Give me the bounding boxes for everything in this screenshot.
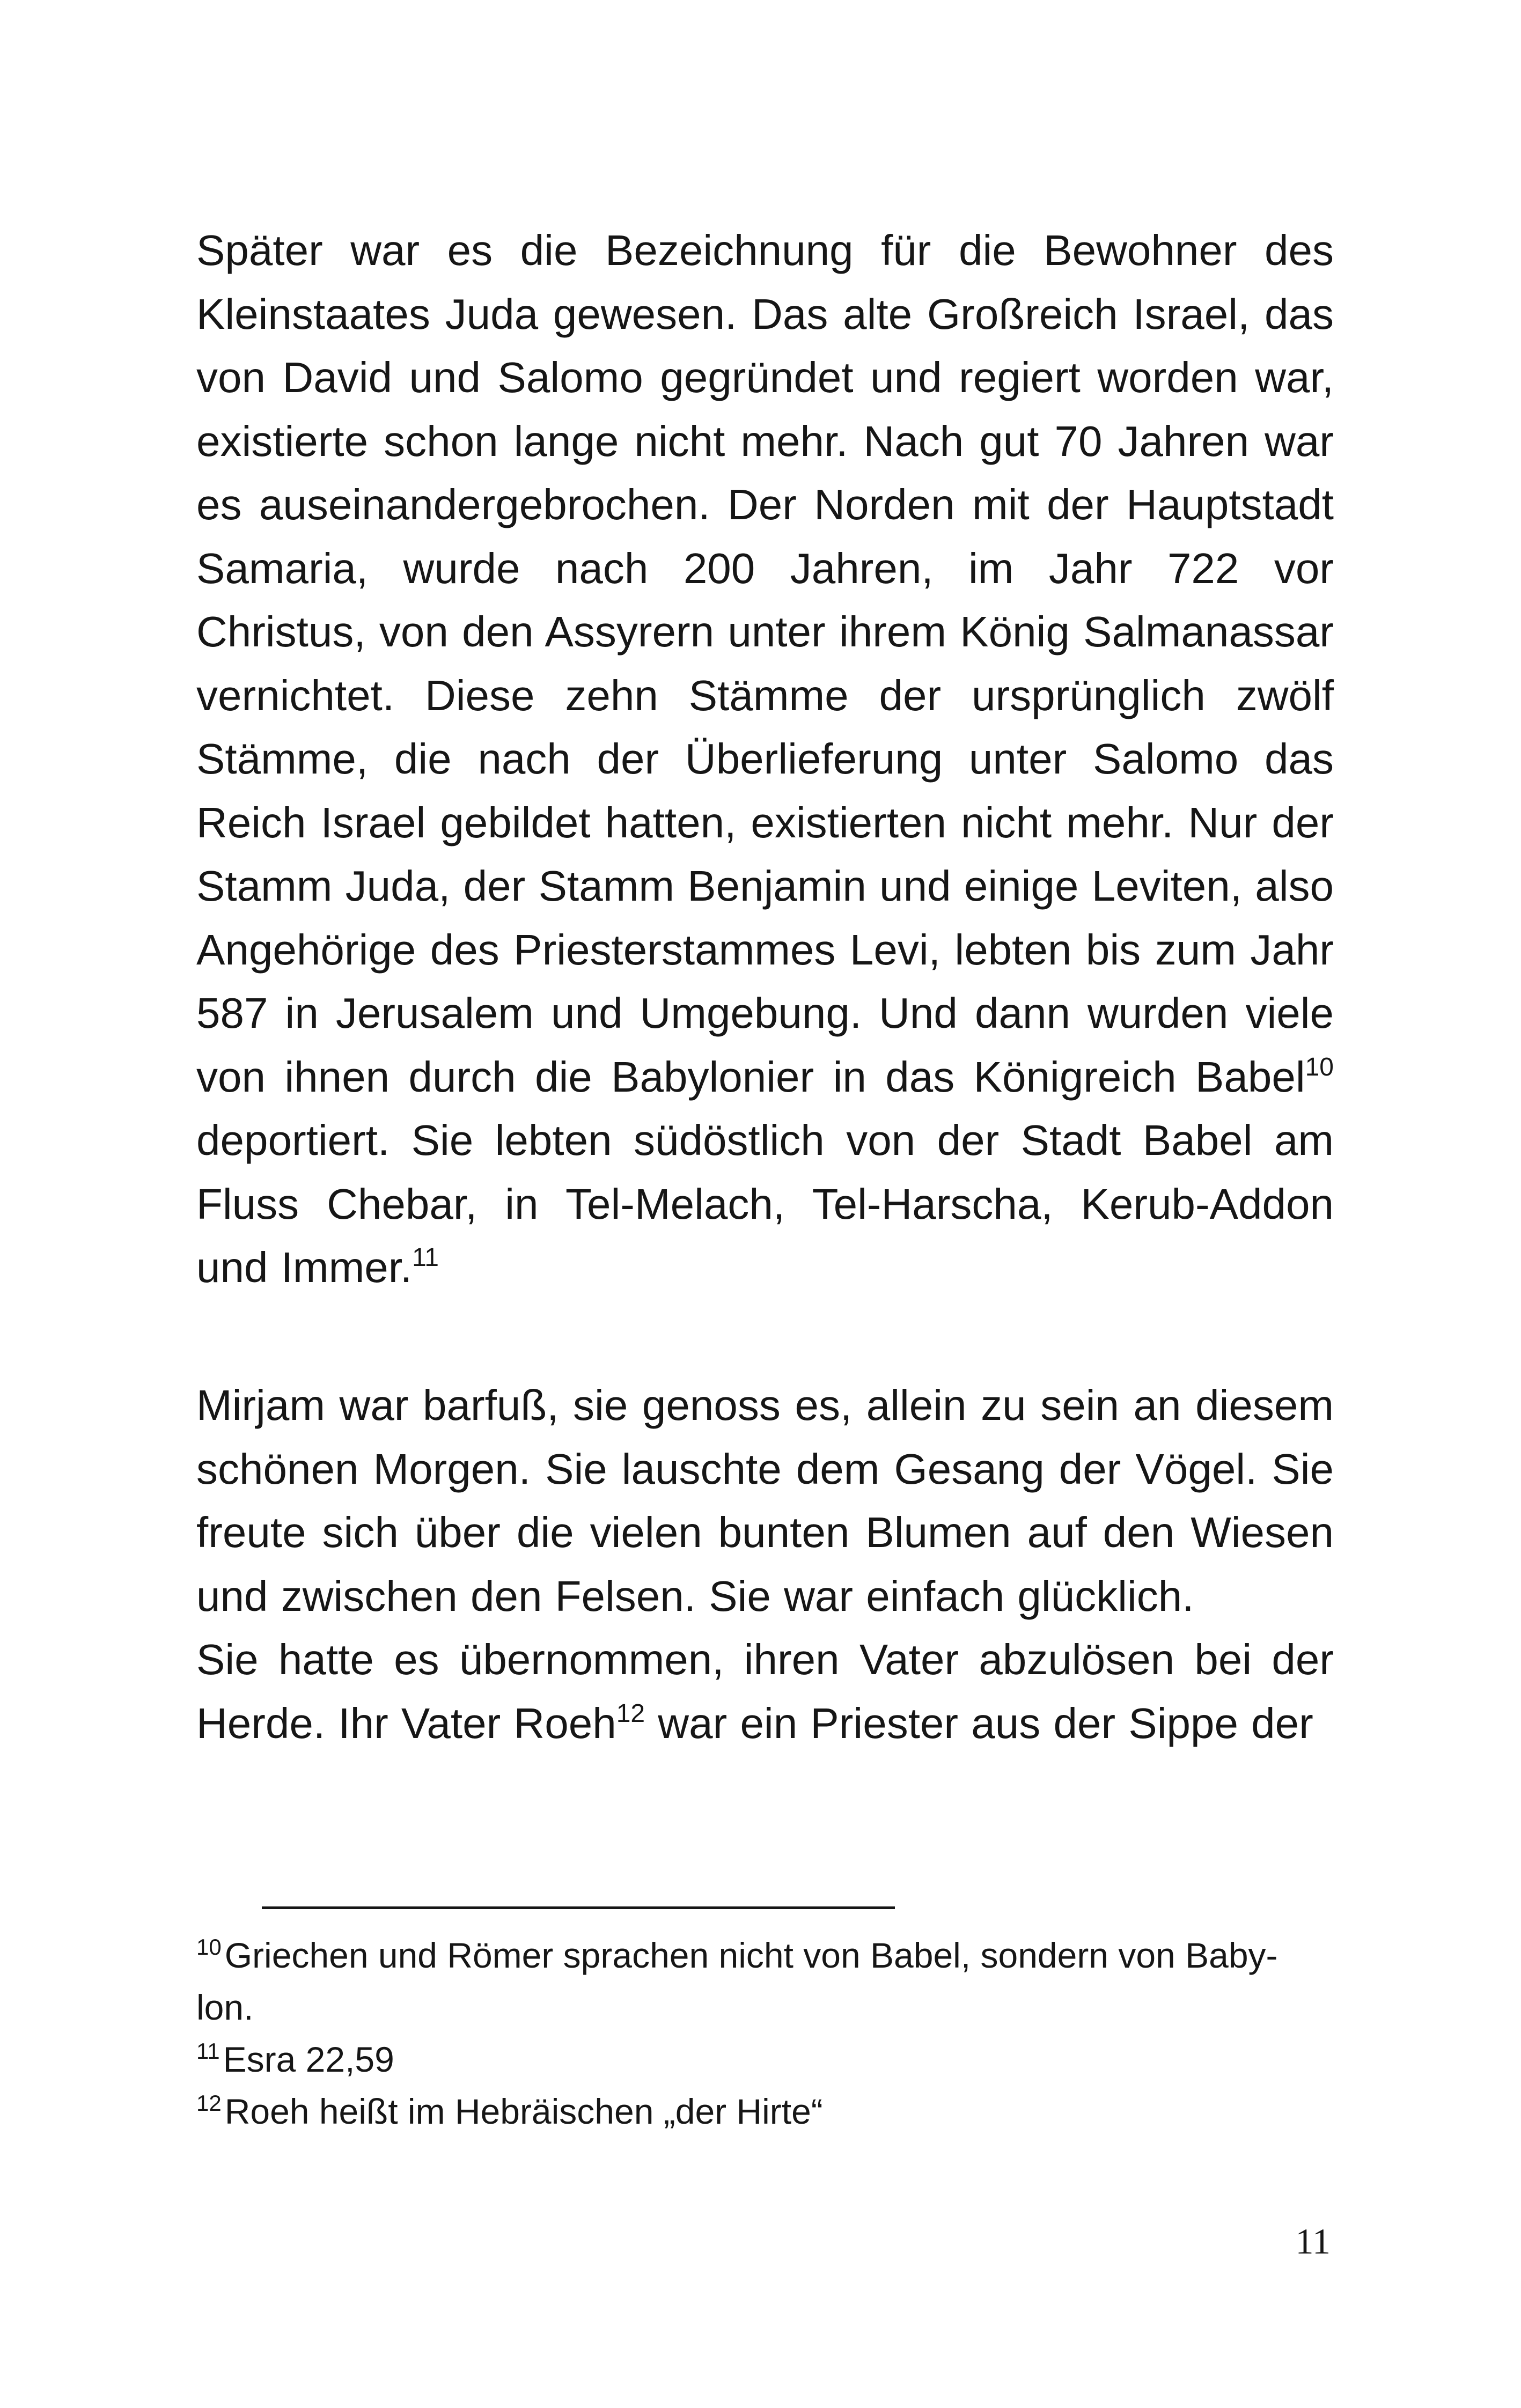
- paragraph-text: [196, 219, 1334, 1300]
- footnote-text: Roeh heißt im Hebräischen „der Hirte“: [224, 2092, 823, 2131]
- footnote-text: Griechen und Römer sprachen nicht von Babel, sondern von Babylon.: [196, 1935, 1278, 2027]
- footnote-10: [196, 1930, 1312, 2034]
- paragraph-2-text: Mirjam war barfuß, sie genoss es, allein zu sein an diesem schönen Morgen. Sie lauschte dem Gesang der Vögel. Sie freute sich über die vielen bunten Blumen auf den Wiesen und zwischen den Felsen. Sie war einfach glücklich.: [196, 1381, 1334, 1620]
- paragraph-1-text: Später war es die Bezeichnung für die Bewohner des Kleinstaates Juda gewesen. Das alte Großreich Israel, das von David und Salomo gegründet und regiert worden war, existierte schon lange nicht mehr. Nach gut 70 Jahren war es auseinandergebrochen. Der Norden mit der Hauptstadt Samaria, wurde nach 200 Jahren, im Jahr 722 vor Christus, von den Assyrern unter ihrem König Salmanassar vernichtet. Diese zehn Stämme der ursprünglich zwölf Stämme, die nach der Überlieferung unter Salomo das Reich Israel gebildet hatten, existierten nicht mehr. Nur der Stamm Juda, der Stamm Benjamin und einige Leviten, also Angehörige des Priesterstammes Levi, lebten bis zum Jahr 587 in Jerusalem und Umgebung. Und dann wurden viele von ihnen durch die Babylonier in das Königreich Babel: [196, 226, 1334, 1101]
- footnote-text: Esra 22,59: [223, 2039, 394, 2079]
- footnote-ref-12[interactable]: 12: [616, 1699, 645, 1728]
- body-paragraph-2: [196, 1374, 1334, 1755]
- footnote-number: 12: [196, 2090, 222, 2116]
- paragraph-3-text-start: Sie hatte es übernommen, ihren Vater abzulösen bei der Herde. Ihr Vater Roeh: [196, 1636, 1334, 1747]
- footnote-ref-11[interactable]: 11: [412, 1243, 439, 1272]
- paragraph-3-text: [196, 1628, 1334, 1755]
- footnote-11: [196, 2034, 1312, 2086]
- paragraph-1-text-continued: deportiert. Sie lebten südöstlich von der Stadt Babel am Fluss Chebar, in Tel-Melach, Tel-Harscha, Kerub-Addon und Immer.: [196, 1116, 1334, 1291]
- footnotes: [196, 1930, 1312, 2138]
- footnote-number: 11: [196, 2038, 220, 2064]
- footnote-separator: [262, 1906, 895, 1909]
- body-paragraph-1: [196, 219, 1334, 1300]
- footnote-ref-10[interactable]: 10: [1305, 1052, 1334, 1081]
- page-number: 11: [1295, 2221, 1331, 2262]
- paragraph-3-text-end: war ein Priester aus der Sippe der: [645, 1699, 1313, 1747]
- footnote-12: [196, 2086, 1312, 2138]
- footnote-number: 10: [196, 1934, 222, 1960]
